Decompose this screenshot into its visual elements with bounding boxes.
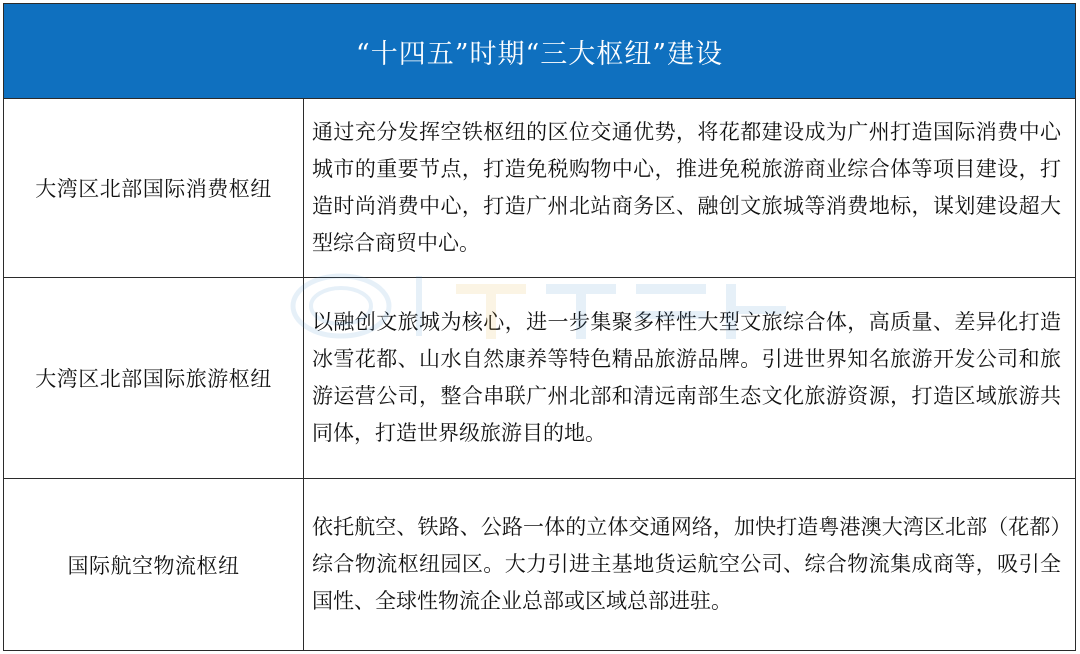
row-label-cell — [4, 278, 304, 478]
table-row — [4, 479, 1075, 650]
hub-construction-table — [3, 3, 1076, 651]
row-description-cell — [304, 278, 1075, 478]
row-description: 以融创文旅城为核心，进一步集聚多样性大型文旅综合体，高质量、差异化打造冰雪花都、山水自然康养等特色精品旅游品牌。引进世界知名旅游开发公司和旅游运营公司，整合串联广州北部和清远南部生态文化旅游资源，打造区域旅游共同体，打造世界级旅游目的地。 — [312, 310, 1061, 445]
row-label: 大湾区北部国际旅游枢纽 — [35, 367, 272, 391]
row-label-cell — [4, 479, 304, 650]
row-description-cell — [304, 99, 1075, 277]
row-label: 大湾区北部国际消费枢纽 — [35, 177, 272, 201]
row-description-cell — [304, 479, 1075, 650]
table-row — [4, 99, 1075, 278]
table-title — [4, 4, 1075, 99]
row-description: 依托航空、铁路、公路一体的立体交通网络，加快打造粤港澳大湾区北部（花都）综合物流枢纽园区。大力引进主基地货运航空公司、综合物流集成商等，吸引全国性、全球性物流企业总部或区域总部进驻。 — [312, 515, 1061, 613]
table-title-text: “十四五”时期“三大枢纽”建设 — [355, 38, 724, 70]
table-row — [4, 278, 1075, 479]
row-description: 通过充分发挥空铁枢纽的区位交通优势，将花都建设成为广州打造国际消费中心城市的重要节点，打造免税购物中心，推进免税旅游商业综合体等项目建设，打造时尚消费中心，打造广州北站商务区、融创文旅城等消费地标，谋划建设超大型综合商贸中心。 — [312, 120, 1061, 255]
row-label: 国际航空物流枢纽 — [67, 553, 240, 578]
row-label-cell — [4, 99, 304, 277]
